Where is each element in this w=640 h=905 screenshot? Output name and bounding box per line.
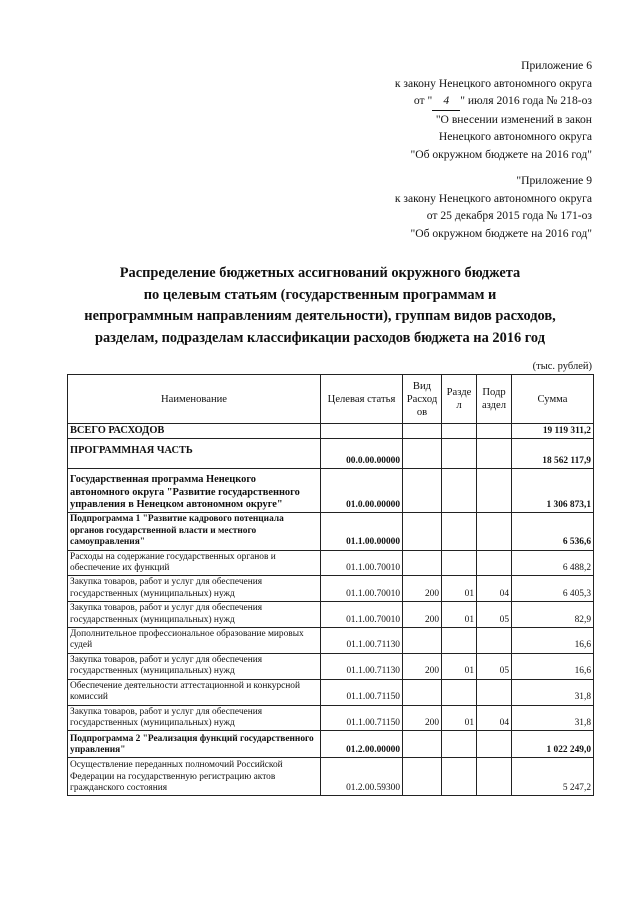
row-vid xyxy=(403,731,442,758)
appendix-6-line5: Ненецкого автономного округа xyxy=(438,130,592,144)
row-target: 01.1.00.71130 xyxy=(321,653,403,679)
row-target: 00.0.00.00000 xyxy=(321,439,403,469)
row-vid xyxy=(403,758,442,796)
table-row xyxy=(68,653,594,679)
row-name: Закупка товаров, работ и услуг для обеспечения государственных (муниципальных) нужд xyxy=(68,602,321,628)
row-sum: 82,9 xyxy=(512,602,594,628)
row-vid xyxy=(403,550,442,576)
date-suffix: " июля 2016 года № 218-оз xyxy=(460,94,592,108)
row-vid xyxy=(403,424,442,439)
handwritten-day: 4 xyxy=(432,92,460,111)
row-target: 01.2.00.59300 xyxy=(321,758,403,796)
row-sum: 1 306 873,1 xyxy=(512,469,594,513)
row-podrazdel xyxy=(477,550,512,576)
row-vid xyxy=(403,439,442,469)
table-row xyxy=(68,679,594,705)
row-podrazdel xyxy=(477,513,512,550)
table-row xyxy=(68,469,594,513)
row-razdel xyxy=(442,731,477,758)
appendix-9-line4: "Об окружном бюджете на 2016 год" xyxy=(410,226,592,240)
table-row xyxy=(68,439,594,469)
row-sum: 6 488,2 xyxy=(512,550,594,576)
row-name: ВСЕГО РАСХОДОВ xyxy=(68,424,321,439)
row-sum: 6 536,6 xyxy=(512,513,594,550)
row-target xyxy=(321,424,403,439)
row-podrazdel xyxy=(477,731,512,758)
row-podrazdel: 04 xyxy=(477,705,512,731)
row-name: Дополнительное профессиональное образование мировых судей xyxy=(68,628,321,654)
table-row xyxy=(68,628,594,654)
row-sum: 5 247,2 xyxy=(512,758,594,796)
row-podrazdel xyxy=(477,469,512,513)
budget-table xyxy=(67,374,594,796)
appendix-9-header xyxy=(395,172,592,242)
row-sum: 18 562 117,9 xyxy=(512,439,594,469)
appendix-9-line2: к закону Ненецкого автономного округа xyxy=(394,191,592,205)
row-name: Подпрограмма 1 "Развитие кадрового потенциала органов государственной власти и местного самоуправления" xyxy=(68,513,321,550)
row-razdel xyxy=(442,424,477,439)
row-podrazdel xyxy=(477,628,512,654)
col-header-name: Наименование xyxy=(68,375,321,424)
col-header-sum: Сумма xyxy=(512,375,594,424)
row-sum: 1 022 249,0 xyxy=(512,731,594,758)
row-target: 01.1.00.71150 xyxy=(321,705,403,731)
row-podrazdel xyxy=(477,424,512,439)
table-row xyxy=(68,576,594,602)
row-name: Обеспечение деятельности аттестационной и конкурсной комиссий xyxy=(68,679,321,705)
row-target: 01.0.00.00000 xyxy=(321,469,403,513)
row-sum: 16,6 xyxy=(512,653,594,679)
row-target: 01.1.00.70010 xyxy=(321,576,403,602)
appendix-9-line3: от 25 декабря 2015 года № 171-оз xyxy=(426,209,592,223)
row-sum: 6 405,3 xyxy=(512,576,594,602)
row-target: 01.1.00.70010 xyxy=(321,602,403,628)
row-vid: 200 xyxy=(403,576,442,602)
row-razdel: 01 xyxy=(442,705,477,731)
title-line1: Распределение бюджетных ассигнований окружного бюджета xyxy=(119,265,521,281)
document-title xyxy=(40,263,600,349)
appendix-6-line6: "Об окружном бюджете на 2016 год" xyxy=(410,147,592,161)
row-razdel: 01 xyxy=(442,653,477,679)
appendix-6-line1: Приложение 6 xyxy=(521,59,592,72)
row-razdel: 01 xyxy=(442,602,477,628)
appendix-9-line1: "Приложение 9 xyxy=(516,174,592,187)
table-row xyxy=(68,513,594,550)
table-row xyxy=(68,424,594,439)
row-name: Государственная программа Ненецкого автономного округа "Развитие государственного управления в Ненецком автономном округе" xyxy=(68,469,321,513)
row-sum: 19 119 311,2 xyxy=(512,424,594,439)
row-name: Закупка товаров, работ и услуг для обеспечения государственных (муниципальных) нужд xyxy=(68,653,321,679)
col-header-razdel: Разде л xyxy=(442,375,477,424)
units-label: (тыс. рублей) xyxy=(532,361,592,372)
row-podrazdel: 04 xyxy=(477,576,512,602)
col-header-target: Целевая статья xyxy=(321,375,403,424)
row-razdel xyxy=(442,513,477,550)
row-razdel xyxy=(442,758,477,796)
appendix-6-line2: к закону Ненецкого автономного округа xyxy=(394,76,592,90)
row-podrazdel xyxy=(477,439,512,469)
row-vid: 200 xyxy=(403,705,442,731)
row-target: 01.1.00.00000 xyxy=(321,513,403,550)
row-target: 01.2.00.00000 xyxy=(321,731,403,758)
row-vid: 200 xyxy=(403,653,442,679)
table-row xyxy=(68,602,594,628)
row-name: Расходы на содержание государственных органов и обеспечение их функций xyxy=(68,550,321,576)
row-podrazdel: 05 xyxy=(477,602,512,628)
title-line2: по целевым статьям (государственным программам и xyxy=(143,286,497,303)
row-podrazdel: 05 xyxy=(477,653,512,679)
appendix-6-line3 xyxy=(395,92,592,111)
title-line4: разделам, подразделам классификации расходов бюджета на 2016 год xyxy=(94,329,545,346)
date-prefix: от " xyxy=(413,94,433,108)
table-row xyxy=(68,731,594,758)
table-row xyxy=(68,550,594,576)
row-vid xyxy=(403,513,442,550)
row-razdel xyxy=(442,679,477,705)
table-header-row xyxy=(68,375,594,424)
row-name: Закупка товаров, работ и услуг для обеспечения государственных (муниципальных) нужд xyxy=(68,576,321,602)
row-razdel xyxy=(442,550,477,576)
title-line3: непрограммным направлениям деятельности), группам видов расходов, xyxy=(84,308,556,324)
row-razdel: 01 xyxy=(442,576,477,602)
row-razdel xyxy=(442,439,477,469)
appendix-6-line4: "О внесении изменений в закон xyxy=(435,112,592,126)
appendix-6-header xyxy=(395,57,592,164)
row-name: Осуществление переданных полномочий Российской Федерации на государственную регистрацию актов гражданского состояния xyxy=(68,758,321,796)
row-name: Подпрограмма 2 "Реализация функций государственного управления" xyxy=(68,731,321,758)
row-vid xyxy=(403,628,442,654)
col-header-vid: Вид Расход ов xyxy=(403,375,442,424)
row-target: 01.1.00.71130 xyxy=(321,628,403,654)
row-sum: 31,8 xyxy=(512,679,594,705)
row-sum: 31,8 xyxy=(512,705,594,731)
row-target: 01.1.00.70010 xyxy=(321,550,403,576)
table-row xyxy=(68,705,594,731)
table-row xyxy=(68,758,594,796)
row-vid: 200 xyxy=(403,602,442,628)
row-podrazdel xyxy=(477,679,512,705)
row-razdel xyxy=(442,469,477,513)
col-header-podrazdel: Подр аздел xyxy=(477,375,512,424)
row-sum: 16,6 xyxy=(512,628,594,654)
row-name: ПРОГРАММНАЯ ЧАСТЬ xyxy=(68,439,321,469)
row-podrazdel xyxy=(477,758,512,796)
row-target: 01.1.00.71150 xyxy=(321,679,403,705)
row-vid xyxy=(403,679,442,705)
row-name: Закупка товаров, работ и услуг для обеспечения государственных (муниципальных) нужд xyxy=(68,705,321,731)
row-razdel xyxy=(442,628,477,654)
row-vid xyxy=(403,469,442,513)
